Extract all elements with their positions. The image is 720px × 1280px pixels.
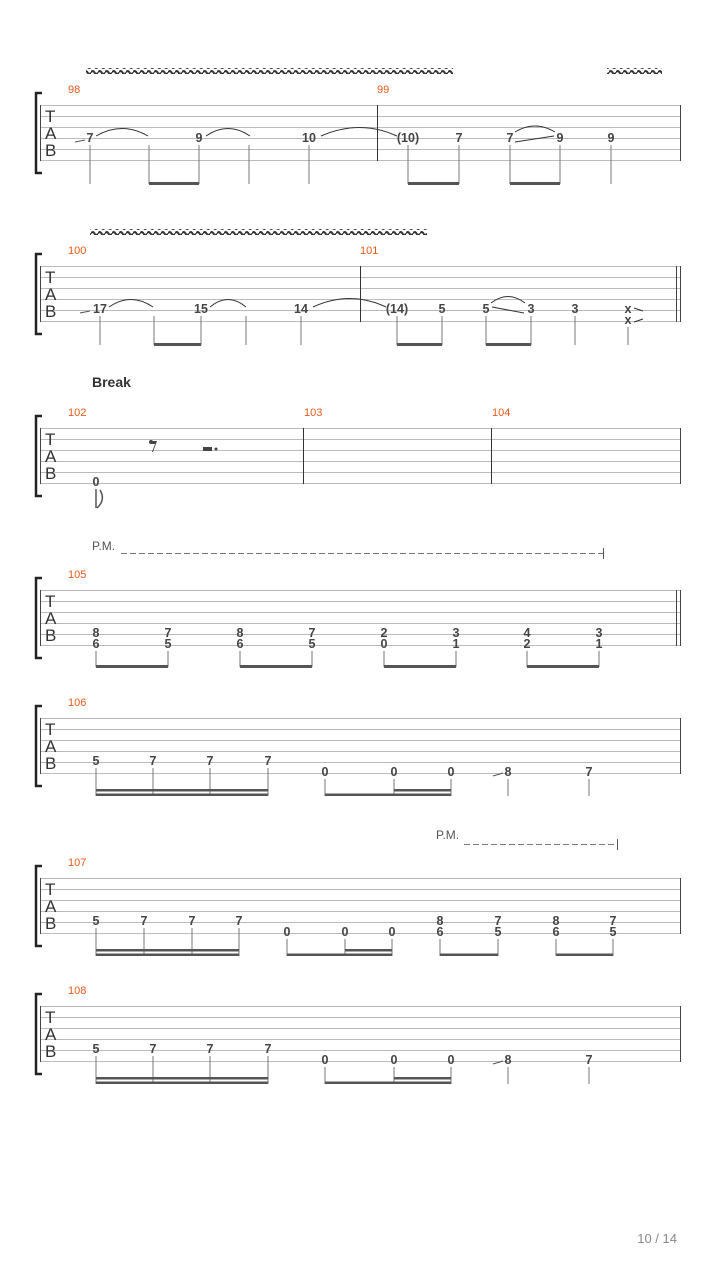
fret-number: 9 [195, 131, 203, 145]
tab-clef [45, 107, 57, 160]
dead-note: x [624, 313, 632, 327]
note-flag [96, 489, 102, 508]
fret-number: 7 [264, 754, 272, 768]
staff-lines [40, 879, 680, 934]
staff-lines [40, 591, 680, 646]
fret-number: 7 [506, 131, 514, 145]
fret-number: 0 [390, 1053, 398, 1067]
beams [96, 665, 599, 668]
beams [96, 949, 613, 956]
fret-number: 5 [482, 302, 490, 316]
fret-number: 8 [504, 765, 512, 779]
rhythm-stems [96, 1056, 589, 1084]
fret-number: 2 [380, 626, 388, 640]
fret-number: 8 [236, 626, 244, 640]
fret-number: 4 [523, 626, 531, 640]
fret-number: 5 [494, 925, 502, 939]
rhythm-stems [96, 768, 589, 796]
fret-number: 0 [321, 765, 329, 779]
tab-clef-letter: A [45, 124, 57, 143]
tab-clef [45, 880, 57, 933]
fret-number: 7 [149, 1042, 157, 1056]
system-2 [36, 229, 681, 346]
measure-number: 98 [68, 84, 81, 96]
fret-number: 6 [236, 637, 244, 651]
tab-clef-letter: A [45, 609, 57, 628]
measure-number: 101 [360, 245, 379, 257]
fret-number: 5 [609, 925, 617, 939]
fret-number: 7 [149, 754, 157, 768]
staff-lines [40, 719, 680, 774]
vibrato-marking [86, 68, 453, 74]
fret-number: 0 [341, 925, 349, 939]
fret-number: 0 [390, 765, 398, 779]
tab-clef-letter: B [45, 914, 57, 933]
fret-number: 7 [308, 626, 316, 640]
fret-number: 3 [452, 626, 460, 640]
fret-number: 8 [504, 1053, 512, 1067]
system-5 [36, 697, 681, 796]
fret-number: 0 [321, 1053, 329, 1067]
fret-number: 3 [595, 626, 603, 640]
slide-in [80, 311, 90, 313]
system-3 [36, 374, 681, 508]
fret-number: 5 [164, 637, 172, 651]
measure-number: 105 [68, 569, 87, 581]
tab-clef-letter: B [45, 626, 57, 645]
ties [109, 297, 643, 323]
fret-number: 3 [527, 302, 535, 316]
measure-number: 99 [377, 84, 390, 96]
tab-clef-letter: T [45, 592, 56, 611]
tab-clef-letter: T [45, 1008, 56, 1027]
palm-mute-label: P.M. [436, 828, 460, 842]
tab-clef-letter: B [45, 302, 57, 321]
page-indicator: 10 / 14 [637, 1231, 677, 1246]
fret-number: 0 [447, 765, 455, 779]
fret-number: 6 [92, 637, 100, 651]
tab-clef-letter: T [45, 430, 56, 449]
rhythm-stems [96, 651, 599, 667]
vibrato-marking [90, 229, 427, 235]
fret-number: 7 [164, 626, 172, 640]
dead-note: x [624, 302, 632, 316]
tab-clef-letter: A [45, 285, 57, 304]
fret-number: 7 [494, 914, 502, 928]
fret-number: 8 [552, 914, 560, 928]
fret-number: 7 [206, 1042, 214, 1056]
beams [149, 182, 560, 185]
tab-clef-letter: A [45, 447, 57, 466]
staff-lines [40, 429, 680, 484]
tab-clef [45, 592, 57, 645]
fret-number: 7 [609, 914, 617, 928]
tab-clef-letter: B [45, 1042, 57, 1061]
rhythm-stems [96, 928, 613, 956]
fret-number: 7 [455, 131, 463, 145]
measure-number: 104 [492, 407, 511, 419]
fret-number: 6 [552, 925, 560, 939]
fret-number: (10) [396, 131, 420, 145]
tab-clef-letter: T [45, 720, 56, 739]
fret-number: 7 [206, 754, 214, 768]
tab-clef [45, 1008, 57, 1061]
palm-mute-label: P.M. [92, 539, 116, 553]
fret-number: 0 [283, 925, 291, 939]
staff-lines [40, 106, 680, 161]
fret-number: 0 [388, 925, 396, 939]
tab-clef-letter: A [45, 1025, 57, 1044]
tab-clef-letter: B [45, 141, 57, 160]
beams [96, 789, 451, 796]
fret-number: 8 [436, 914, 444, 928]
vibrato-marking [607, 68, 662, 74]
measure-number: 103 [304, 407, 323, 419]
fret-number: 7 [188, 914, 196, 928]
measure-number: 108 [68, 985, 87, 997]
tab-clef [45, 430, 57, 483]
system-4 [36, 539, 681, 668]
measure-number: 102 [68, 407, 87, 419]
staff-lines [40, 1007, 680, 1062]
fret-number: 10 [302, 131, 316, 145]
measure-number: 107 [68, 857, 87, 869]
tab-clef [45, 268, 57, 321]
beams [154, 343, 531, 346]
fret-number: 17 [93, 302, 107, 316]
fret-number: 1 [452, 637, 460, 651]
section-label: Break [92, 374, 131, 390]
rhythm-stems [90, 145, 611, 184]
fret-number: 15 [194, 302, 208, 316]
fret-number: 0 [380, 637, 388, 651]
fret-number: 3 [571, 302, 579, 316]
fret-number: 0 [92, 475, 100, 489]
fret-number: 1 [595, 637, 603, 651]
fret-number: 5 [92, 1042, 100, 1056]
fret-number: 9 [556, 131, 564, 145]
system-7 [36, 985, 681, 1084]
tab-clef-letter: A [45, 737, 57, 756]
tab-clef-letter: T [45, 880, 56, 899]
slide-in [75, 140, 85, 142]
tab-clef [45, 720, 57, 773]
fret-number: 5 [92, 914, 100, 928]
fret-number: 5 [438, 302, 446, 316]
fret-number: 7 [585, 1053, 593, 1067]
measure-number: 100 [68, 245, 87, 257]
fret-number: 14 [294, 302, 308, 316]
fret-number: 7 [585, 765, 593, 779]
fret-number: 6 [436, 925, 444, 939]
tab-clef-letter: B [45, 754, 57, 773]
fret-number: (14) [385, 302, 409, 316]
fret-number: 9 [607, 131, 615, 145]
system-1 [36, 68, 681, 185]
fret-number: 5 [92, 754, 100, 768]
tab-clef-letter: B [45, 464, 57, 483]
fret-number: 7 [86, 131, 94, 145]
fret-number: 7 [140, 914, 148, 928]
fret-number: 8 [92, 626, 100, 640]
beams [96, 1077, 451, 1084]
fret-number: 5 [308, 637, 316, 651]
tab-clef-letter: A [45, 897, 57, 916]
measure-number: 106 [68, 697, 87, 709]
fret-number: 0 [447, 1053, 455, 1067]
tab-clef-letter: T [45, 107, 56, 126]
fret-number: 2 [523, 637, 531, 651]
fret-number: 7 [235, 914, 243, 928]
ties [96, 126, 555, 142]
rhythm-stems [100, 316, 628, 345]
system-6 [36, 828, 681, 956]
fret-number: 7 [264, 1042, 272, 1056]
tab-clef-letter: T [45, 268, 56, 287]
